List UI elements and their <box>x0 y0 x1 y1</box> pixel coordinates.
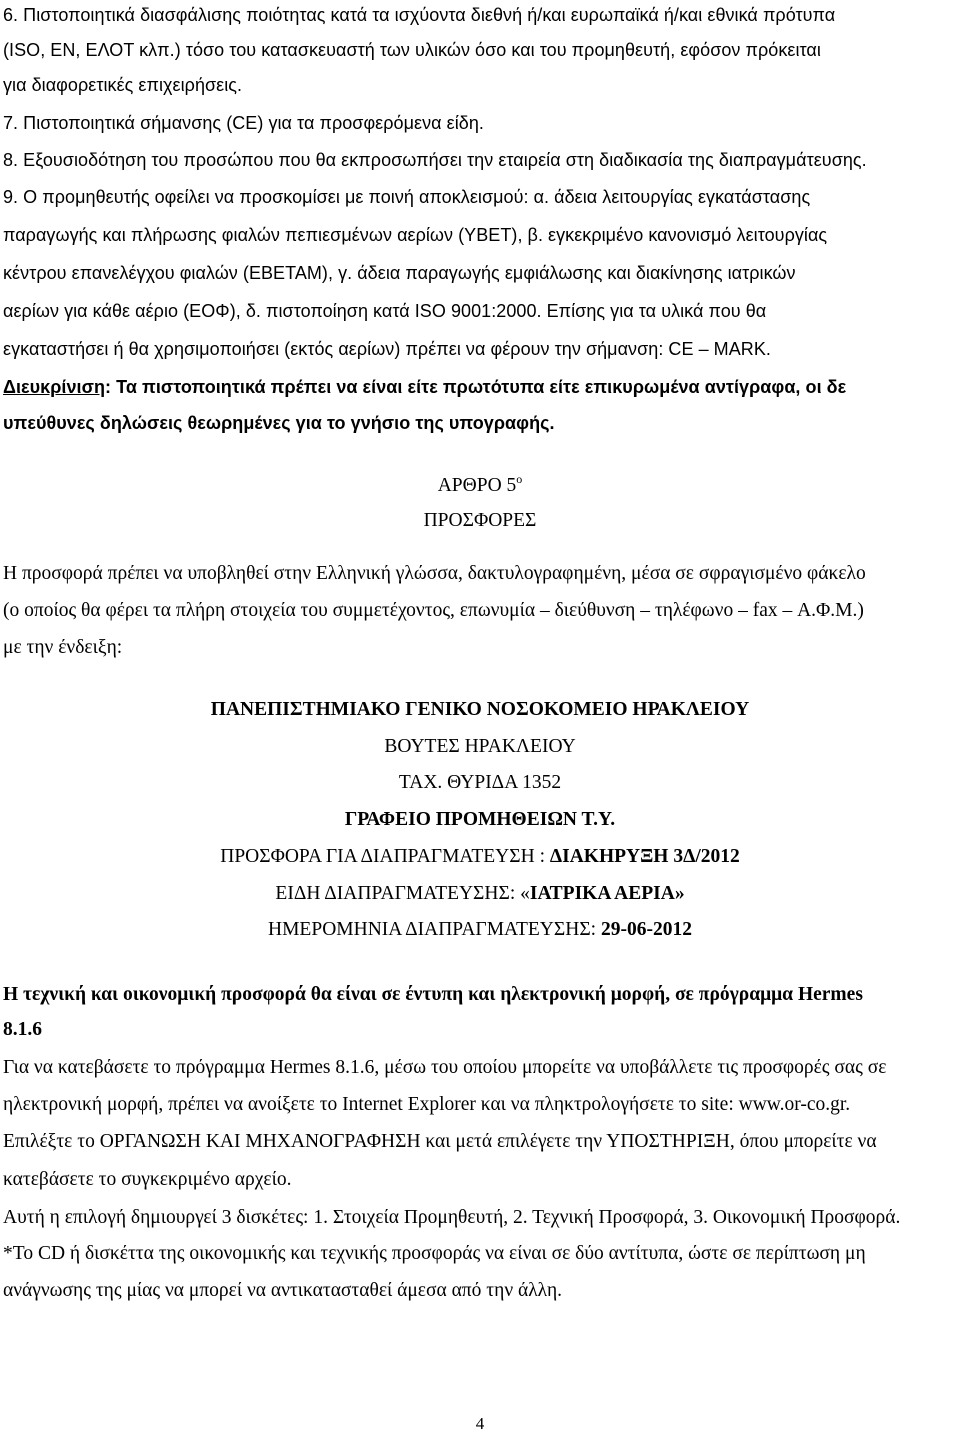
article-number-superscript: ο <box>516 472 523 486</box>
list-item-9-line-3: κέντρου επανελέγχου φιαλών (ΕΒΕΤΑΜ), γ. άδεια παραγωγής εμφιάλωσης και διακίνησης ιατρικών <box>3 263 796 283</box>
hermes-notice-line-2: 8.1.6 <box>3 1019 42 1040</box>
hermes-paragraph-line-2: ηλεκτρονική μορφή, πρέπει να ανοίξετε το Internet Explorer και να πληκτρολογήσετε το site: www.or-co.gr. <box>3 1094 851 1115</box>
offer-type-value: ΙΑΤΡΙΚΑ ΑΕΡΙΑ <box>529 883 675 904</box>
procurement-office: ΓΡΑΦΕΙΟ ΠΡΟΜΗΘΕΙΩΝ Τ.Υ. <box>344 809 616 830</box>
list-item-7: 7. Πιστοποιητικά σήμανσης (CE) για τα προσφερόμενα είδη. <box>3 113 484 133</box>
hermes-paragraph-line-1: Για να κατεβάσετε το πρόγραμμα Hermes 8.1.6, μέσω του οποίου μπορείτε να υποβάλλετε τις προσφορές σας σε <box>3 1057 887 1078</box>
list-item-6-line-1: 6. Πιστοποιητικά διασφάλισης ποιότητας κατά τα ισχύοντα διεθνή ή/και ευρωπαϊκά ή/και εθνικά πρότυπα <box>3 5 836 25</box>
hermes-paragraph-line-3: Επιλέξτε το ΟΡΓΑΝΩΣΗ ΚΑΙ ΜΗΧΑΝΟΓΡΑΦΗΣΗ και μετά επιλέγετε την ΥΠΟΣΤΗΡΙΞΗ, όπου μπορείτε να <box>3 1131 877 1152</box>
article-title: ΠΡΟΣΦΟΡΕΣ <box>423 510 537 531</box>
offer-declaration-value: ΔΙΑΚΗΡΥΞΗ 3Δ/2012 <box>549 846 740 867</box>
offer-type-suffix: » <box>674 883 685 904</box>
po-box: ΤΑΧ. ΘΥΡΙΔΑ 1352 <box>398 772 562 793</box>
hermes-notice-line-1: Η τεχνική και οικονομική προσφορά θα είναι σε έντυπη και ηλεκτρονική μορφή, σε πρόγραμμα Hermes <box>3 984 863 1005</box>
list-item-9-line-5: εγκαταστήσει ή θα χρησιμοποιήσει (εκτός αερίων) πρέπει να φέρουν την σήμανση: CE – MARK. <box>3 339 771 359</box>
clarification-text: : Τα πιστοποιητικά πρέπει να είναι είτε πρωτότυπα είτε επικυρωμένα αντίγραφα, οι δε <box>105 377 847 397</box>
clarification-line-2: υπεύθυνες δηλώσεις θεωρημένες για το γνήσιο της υπογραφής. <box>3 413 555 433</box>
offer-intro-line-3: με την ένδειξη: <box>3 637 123 658</box>
clarification-line-1 <box>0 378 960 396</box>
list-item-9-line-1: 9. Ο προμηθευτής οφείλει να προσκομίσει με ποινή αποκλεισμού: α. άδεια λειτουργίας εγκατάστασης <box>3 187 811 207</box>
list-item-6-line-2: (ISO, EN, ΕΛΟΤ κλπ.) τόσο του κατασκευαστή των υλικών όσο και του προμηθευτή, εφόσον πρόκειται <box>3 40 821 60</box>
hermes-cd-note-line-2: ανάγνωσης της μίας να μπορεί να αντικατασταθεί άμεσα από την άλλη. <box>3 1280 563 1301</box>
page-number: 4 <box>475 1414 485 1433</box>
negotiation-date <box>0 920 960 940</box>
offer-declaration-label: ΠΡΟΣΦΟΡΑ ΓΙΑ ΔΙΑΠΡΑΓΜΑΤΕΥΣΗ : <box>220 846 550 867</box>
list-item-8: 8. Εξουσιοδότηση του προσώπου που θα εκπροσωπήσει την εταιρεία στη διαδικασία της διαπραγμάτευσης. <box>3 150 867 170</box>
negotiation-date-value: 29-06-2012 <box>600 919 692 940</box>
list-item-6-line-3: για διαφορετικές επιχειρήσεις. <box>3 75 243 95</box>
negotiation-date-label: ΗΜΕΡΟΜΗΝΙΑ ΔΙΑΠΡΑΓΜΑΤΕΥΣΗΣ: <box>268 919 601 940</box>
offer-type <box>0 884 960 904</box>
hermes-cd-note-line-1: *Το CD ή δισκέττα της οικονομικής και τεχνικής προσφοράς να είναι σε δύο αντίτυπα, ώστε σε περίπτωση μη <box>3 1243 866 1264</box>
hospital-location: ΒΟΥΤΕΣ ΗΡΑΚΛΕΙΟΥ <box>384 736 576 757</box>
offer-type-label: ΕΙΔΗ ΔΙΑΠΡΑΓΜΑΤΕΥΣΗΣ: « <box>275 883 530 904</box>
hermes-paragraph-line-4: κατεβάσετε το συγκεκριμένο αρχείο. <box>3 1169 292 1190</box>
list-item-9-line-2: παραγωγής και πλήρωσης φιαλών πεπιεσμένων αερίων (ΥΒΕΤ), β. εγκεκριμένο κανονισμό λειτουργίας <box>3 225 828 245</box>
list-item-9-line-4: αερίων για κάθε αέριο (ΕΟΦ), δ. πιστοποίηση κατά ISO 9001:2000. Επίσης για τα υλικά που θα <box>3 301 767 321</box>
hermes-diskettes-line: Αυτή η επιλογή δημιουργεί 3 δισκέτες: 1. Στοιχεία Προμηθευτή, 2. Τεχνική Προσφορά, 3. Οικονομική Προσφορά. <box>3 1207 901 1228</box>
offer-intro-line-1: Η προσφορά πρέπει να υποβληθεί στην Ελληνική γλώσσα, δακτυλογραφημένη, μέσα σε σφραγισμένο φάκελο <box>3 563 866 584</box>
hospital-name: ΠΑΝΕΠΙΣΤΗΜΙΑΚΟ ΓΕΝΙΚΟ ΝΟΣΟΚΟΜΕΙΟ ΗΡΑΚΛΕΙΟΥ <box>210 699 750 720</box>
clarification-label: Διευκρίνιση <box>3 377 106 397</box>
article-number-text: ΑΡΘΡΟ 5 <box>437 475 517 496</box>
offer-intro-line-2: (ο οποίος θα φέρει τα πλήρη στοιχεία του συμμετέχοντος, επωνυμία – διεύθυνση – τηλέφωνο – fax – Α.Φ.Μ.) <box>3 600 864 621</box>
article-number <box>0 472 960 496</box>
offer-declaration <box>0 847 960 867</box>
